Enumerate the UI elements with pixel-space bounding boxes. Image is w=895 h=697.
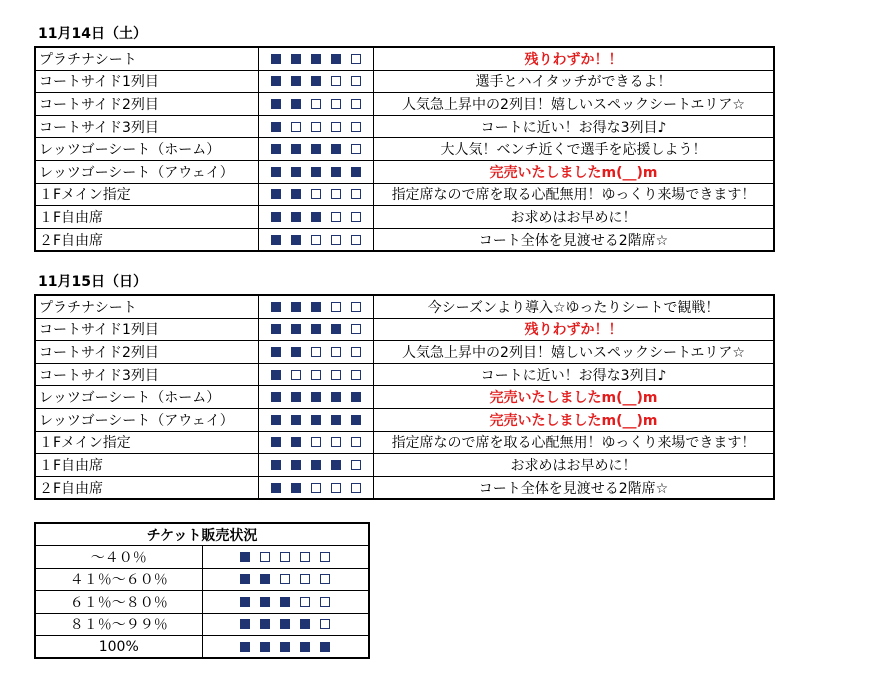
filled-square-icon — [300, 642, 310, 652]
empty-square-icon — [331, 122, 341, 132]
empty-square-icon — [351, 370, 361, 380]
legend-row — [35, 635, 369, 658]
availability-indicator — [259, 93, 374, 116]
filled-square-icon — [271, 167, 281, 177]
filled-square-icon — [291, 392, 301, 402]
empty-square-icon — [351, 302, 361, 312]
seat-name: コートサイド3列目 — [35, 115, 259, 138]
empty-square-icon — [351, 99, 361, 109]
filled-square-icon — [240, 619, 250, 629]
empty-square-icon — [300, 552, 310, 562]
availability-indicator — [259, 138, 374, 161]
empty-square-icon — [351, 76, 361, 86]
seat-comment: 今シーズンより導入☆ゆったりシートで観戦！ — [374, 295, 775, 318]
filled-square-icon — [271, 99, 281, 109]
empty-square-icon — [320, 574, 330, 584]
seat-row — [35, 341, 774, 364]
legend-range: ～４０％ — [35, 546, 202, 568]
availability-indicator — [202, 546, 369, 568]
filled-square-icon — [291, 212, 301, 222]
seat-name: １F自由席 — [35, 454, 259, 477]
empty-square-icon — [351, 54, 361, 64]
availability-indicator — [259, 431, 374, 454]
filled-square-icon — [291, 302, 301, 312]
filled-square-icon — [271, 212, 281, 222]
seat-comment: 人気急上昇中の2列目！嬉しいスペックシートエリア☆ — [374, 93, 775, 116]
filled-square-icon — [311, 460, 321, 470]
empty-square-icon — [311, 370, 321, 380]
filled-square-icon — [260, 574, 270, 584]
filled-square-icon — [311, 302, 321, 312]
seat-name: レッツゴーシート（ホーム） — [35, 138, 259, 161]
seat-row — [35, 47, 774, 70]
empty-square-icon — [291, 370, 301, 380]
empty-square-icon — [320, 597, 330, 607]
empty-square-icon — [311, 235, 321, 245]
empty-square-icon — [331, 437, 341, 447]
seat-comment: コート全体を見渡せる2階席☆ — [374, 476, 775, 499]
seat-name: １Fメイン指定 — [35, 183, 259, 206]
seat-comment: 大人気！ベンチ近くで選手を応援しよう！ — [374, 138, 775, 161]
seat-name: プラチナシート — [35, 47, 259, 70]
availability-indicator — [259, 318, 374, 341]
legend-row — [35, 591, 369, 613]
filled-square-icon — [271, 460, 281, 470]
legend-range: 100% — [35, 635, 202, 658]
availability-indicator — [202, 591, 369, 613]
filled-square-icon — [291, 460, 301, 470]
filled-square-icon — [271, 122, 281, 132]
availability-indicator — [259, 295, 374, 318]
seat-row — [35, 431, 774, 454]
empty-square-icon — [311, 437, 321, 447]
filled-square-icon — [331, 392, 341, 402]
seat-row — [35, 454, 774, 477]
empty-square-icon — [280, 574, 290, 584]
filled-square-icon — [240, 552, 250, 562]
availability-indicator — [259, 160, 374, 183]
filled-square-icon — [271, 415, 281, 425]
empty-square-icon — [351, 437, 361, 447]
filled-square-icon — [271, 370, 281, 380]
seat-row — [35, 476, 774, 499]
filled-square-icon — [271, 324, 281, 334]
empty-square-icon — [331, 235, 341, 245]
legend-header-row — [35, 523, 369, 546]
filled-square-icon — [311, 167, 321, 177]
filled-square-icon — [311, 144, 321, 154]
legend-title: チケット販売状況 — [35, 523, 369, 546]
seat-comment: お求めはお早めに！ — [374, 206, 775, 229]
empty-square-icon — [300, 574, 310, 584]
empty-square-icon — [331, 189, 341, 199]
filled-square-icon — [240, 642, 250, 652]
empty-square-icon — [311, 189, 321, 199]
seat-row — [35, 318, 774, 341]
filled-square-icon — [271, 76, 281, 86]
filled-square-icon — [240, 574, 250, 584]
seat-comment: 指定席なので席を取る心配無用！ゆっくり来場できます！ — [374, 183, 775, 206]
filled-square-icon — [311, 212, 321, 222]
legend-range: ８１％～９９％ — [35, 613, 202, 635]
filled-square-icon — [291, 483, 301, 493]
empty-square-icon — [320, 619, 330, 629]
filled-square-icon — [260, 597, 270, 607]
seat-comment: コートに近い！お得な3列目♪ — [374, 115, 775, 138]
empty-square-icon — [280, 552, 290, 562]
seat-row — [35, 115, 774, 138]
availability-indicator — [202, 613, 369, 635]
seat-name: レッツゴーシート（アウェイ） — [35, 408, 259, 431]
filled-square-icon — [331, 324, 341, 334]
empty-square-icon — [351, 122, 361, 132]
seat-row — [35, 228, 774, 251]
seat-row — [35, 183, 774, 206]
filled-square-icon — [311, 392, 321, 402]
empty-square-icon — [331, 370, 341, 380]
seat-name: コートサイド1列目 — [35, 70, 259, 93]
seat-comment: 完売いたしましたm(__)m — [374, 160, 775, 183]
filled-square-icon — [291, 144, 301, 154]
filled-square-icon — [271, 302, 281, 312]
empty-square-icon — [331, 76, 341, 86]
filled-square-icon — [291, 99, 301, 109]
seat-row — [35, 408, 774, 431]
filled-square-icon — [271, 54, 281, 64]
filled-square-icon — [291, 54, 301, 64]
availability-indicator — [259, 408, 374, 431]
availability-indicator — [259, 454, 374, 477]
filled-square-icon — [331, 460, 341, 470]
legend-row — [35, 568, 369, 590]
filled-square-icon — [271, 392, 281, 402]
availability-indicator — [259, 206, 374, 229]
empty-square-icon — [291, 122, 301, 132]
empty-square-icon — [311, 483, 321, 493]
filled-square-icon — [311, 76, 321, 86]
day1-seat-table — [34, 46, 775, 252]
seat-name: コートサイド3列目 — [35, 363, 259, 386]
empty-square-icon — [260, 552, 270, 562]
availability-indicator — [259, 70, 374, 93]
availability-indicator — [259, 183, 374, 206]
seat-comment: 選手とハイタッチができるよ！ — [374, 70, 775, 93]
filled-square-icon — [291, 76, 301, 86]
seat-name: １F自由席 — [35, 206, 259, 229]
day1-title: 11月14日（土） — [38, 26, 147, 42]
empty-square-icon — [311, 99, 321, 109]
seat-row — [35, 70, 774, 93]
empty-square-icon — [300, 597, 310, 607]
filled-square-icon — [320, 642, 330, 652]
seat-name: コートサイド2列目 — [35, 93, 259, 116]
filled-square-icon — [331, 54, 341, 64]
filled-square-icon — [260, 619, 270, 629]
filled-square-icon — [311, 324, 321, 334]
filled-square-icon — [331, 167, 341, 177]
availability-indicator — [259, 476, 374, 499]
empty-square-icon — [331, 347, 341, 357]
availability-indicator — [259, 341, 374, 364]
empty-square-icon — [351, 347, 361, 357]
empty-square-icon — [351, 189, 361, 199]
seat-name: コートサイド2列目 — [35, 341, 259, 364]
empty-square-icon — [311, 347, 321, 357]
availability-indicator — [259, 386, 374, 409]
availability-indicator — [259, 115, 374, 138]
filled-square-icon — [271, 483, 281, 493]
filled-square-icon — [271, 347, 281, 357]
seat-comment: 残りわずか！！ — [374, 318, 775, 341]
availability-indicator — [202, 568, 369, 590]
filled-square-icon — [300, 619, 310, 629]
availability-indicator — [202, 635, 369, 658]
empty-square-icon — [351, 212, 361, 222]
legend-range: ４１％～６０％ — [35, 568, 202, 590]
day2-title: 11月15日（日） — [38, 274, 147, 290]
availability-indicator — [259, 363, 374, 386]
filled-square-icon — [311, 415, 321, 425]
seat-name: コートサイド1列目 — [35, 318, 259, 341]
legend-row — [35, 613, 369, 635]
empty-square-icon — [331, 99, 341, 109]
filled-square-icon — [291, 235, 301, 245]
legend-range: ６１％～８０％ — [35, 591, 202, 613]
seat-name: プラチナシート — [35, 295, 259, 318]
seat-comment: 完売いたしましたm(__)m — [374, 386, 775, 409]
filled-square-icon — [280, 642, 290, 652]
seat-row — [35, 206, 774, 229]
empty-square-icon — [331, 302, 341, 312]
seat-row — [35, 160, 774, 183]
empty-square-icon — [351, 144, 361, 154]
filled-square-icon — [351, 415, 361, 425]
day2-seat-table — [34, 294, 775, 500]
filled-square-icon — [291, 437, 301, 447]
seat-row — [35, 386, 774, 409]
filled-square-icon — [260, 642, 270, 652]
seat-row — [35, 363, 774, 386]
seat-name: ２F自由席 — [35, 476, 259, 499]
empty-square-icon — [311, 122, 321, 132]
seat-comment: コート全体を見渡せる2階席☆ — [374, 228, 775, 251]
seat-name: レッツゴーシート（ホーム） — [35, 386, 259, 409]
filled-square-icon — [271, 144, 281, 154]
seat-comment: お求めはお早めに！ — [374, 454, 775, 477]
filled-square-icon — [280, 619, 290, 629]
filled-square-icon — [291, 415, 301, 425]
empty-square-icon — [331, 212, 341, 222]
filled-square-icon — [311, 54, 321, 64]
seat-comment: 完売いたしましたm(__)m — [374, 408, 775, 431]
filled-square-icon — [291, 189, 301, 199]
sales-status-legend — [34, 522, 370, 659]
filled-square-icon — [291, 324, 301, 334]
availability-indicator — [259, 47, 374, 70]
filled-square-icon — [240, 597, 250, 607]
seat-comment: コートに近い！お得な3列目♪ — [374, 363, 775, 386]
empty-square-icon — [331, 483, 341, 493]
empty-square-icon — [320, 552, 330, 562]
legend-row — [35, 546, 369, 568]
filled-square-icon — [271, 235, 281, 245]
seat-comment: 残りわずか！！ — [374, 47, 775, 70]
empty-square-icon — [351, 460, 361, 470]
filled-square-icon — [351, 392, 361, 402]
empty-square-icon — [351, 235, 361, 245]
filled-square-icon — [280, 597, 290, 607]
filled-square-icon — [331, 415, 341, 425]
seat-comment: 指定席なので席を取る心配無用！ゆっくり来場できます！ — [374, 431, 775, 454]
filled-square-icon — [291, 167, 301, 177]
seat-row — [35, 295, 774, 318]
seat-name: レッツゴーシート（アウェイ） — [35, 160, 259, 183]
filled-square-icon — [331, 144, 341, 154]
availability-indicator — [259, 228, 374, 251]
filled-square-icon — [351, 167, 361, 177]
seat-name: １Fメイン指定 — [35, 431, 259, 454]
filled-square-icon — [291, 347, 301, 357]
seat-row — [35, 93, 774, 116]
empty-square-icon — [351, 324, 361, 334]
filled-square-icon — [271, 189, 281, 199]
seat-row — [35, 138, 774, 161]
filled-square-icon — [271, 437, 281, 447]
empty-square-icon — [351, 483, 361, 493]
seat-name: ２F自由席 — [35, 228, 259, 251]
seat-comment: 人気急上昇中の2列目！嬉しいスペックシートエリア☆ — [374, 341, 775, 364]
